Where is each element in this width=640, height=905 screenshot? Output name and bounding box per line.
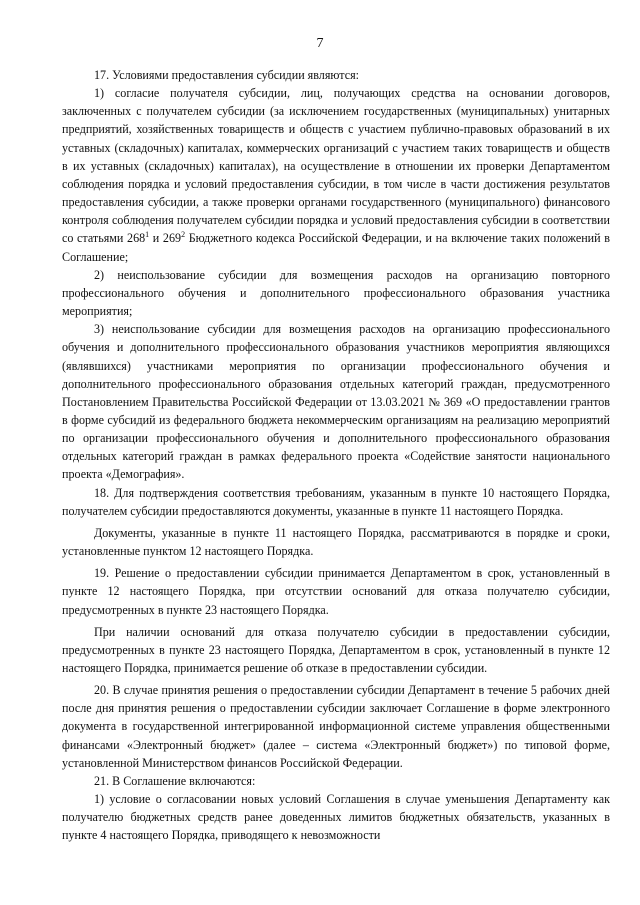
paragraph-19: 19. Решение о предоставлении субсидии принимается Департаментом в срок, установленный в пункте 12 настоящего Порядка, при отсутствии оснований для отказа получателю субсидии, предусмотренных в пункте 23 настоящего Порядка. [62, 566, 610, 617]
paragraph-17-item-3: 3) неиспользование субсидии для возмещения расходов на организацию профессионального обучения и дополнительного профессионального образования участников мероприятия являющихся (являвшихся) участниками мероприятия по организации профессионального обучения и дополнительного профессионального образования отдельных категорий граждан, предусмотренного Постановлением Правительства Российской Федерации от 13.03.2021 № 369 «О предоставлении грантов в форме субсидий из федерального бюджета некоммерческим организациям на реализацию мероприятий по организации профессионального обучения и дополнительного профессионального образования отдельных категорий граждан в рамках федерального проекта «Содействие занятости национального проекта «Демография». [62, 322, 610, 482]
paragraph-18-documents: Документы, указанные в пункте 11 настоящего Порядка, рассматриваются в порядке и сроки, установленные пунктом 12 настоящего Порядка. [62, 525, 610, 559]
document-body [62, 66, 610, 845]
paragraph-17-item-1-text-b: и 269 [149, 231, 182, 246]
superscript-2: 2 [181, 230, 186, 240]
paragraph-17-heading: 17. Условиями предоставления субсидии являются: [94, 68, 359, 82]
paragraph-17-item-2: 2) неиспользование субсидии для возмещения расходов на организацию повторного профессионального обучения и дополнительного профессионального образования участника мероприятия; [62, 267, 610, 319]
paragraph-17-item-1 [62, 84, 610, 266]
page-number: 7 [316, 36, 324, 51]
paragraph-17-item-1-text-c: Бюджетного кодекса Российской Федерации, и на включение таких положений в Соглашение; [62, 231, 610, 264]
paragraph-21-item-1: 1) условие о согласовании новых условий Соглашения в случае уменьшения Департаменту как получателю бюджетных средств ранее доведенных лимитов бюджетных обязательств, указанных в пункте 4 настоящего Порядка, приводящего к невозможности [62, 792, 610, 843]
paragraph-19-refusal: При наличии оснований для отказа получателю субсидии в предоставлении субсидии, предусмотренных в пункте 23 настоящего Порядка, Департаментом в срок, установленный в пункте 12 настоящего Порядка, принимается решение об отказе в предоставлении субсидии. [62, 624, 610, 675]
paragraph-20: 20. В случае принятия решения о предоставлении субсидии Департамент в течение 5 рабочих дней после дня принятия решения о предоставлении субсидии заключает Соглашение в форме электронного документа в государственной интегрированной информационной системе управления общественными финансами «Электронный бюджет» (далее – система «Электронный бюджет») по типовой форме, установленной Министерством финансов Российской Федерации. [62, 683, 610, 770]
paragraph-17-item-1-text-a: 1) согласие получателя субсидии, лиц, получающих средства на основании договоров, заключенных с получателем субсидии (за исключением государственных (муниципальных) унитарных предприятий, хозяйственных товариществ и обществ с участием публично-правовых образований в их уставных (складочных) капиталах, коммерческих организаций с участием таких товариществ и обществ в их уставных (складочных) капиталах), на осуществление в отношении их проверки Департаментом соблюдения порядка и условий предоставления субсидии, в том числе в части достижения результатов предоставления субсидии, а также проверки органами государственного (муниципального) финансового контроля соблюдения получателем субсидии порядка и условий предоставления субсидии в соответствии со статьями 268 [62, 86, 610, 246]
paragraph-18: 18. Для подтверждения соответствия требованиям, указанным в пункте 10 настоящего Порядка, получателем субсидии предоставляются документы, указанные в пункте 11 настоящего Порядка. [62, 485, 610, 518]
superscript-1: 1 [145, 230, 150, 240]
paragraph-21-heading: 21. В Соглашение включаются: [94, 773, 256, 788]
